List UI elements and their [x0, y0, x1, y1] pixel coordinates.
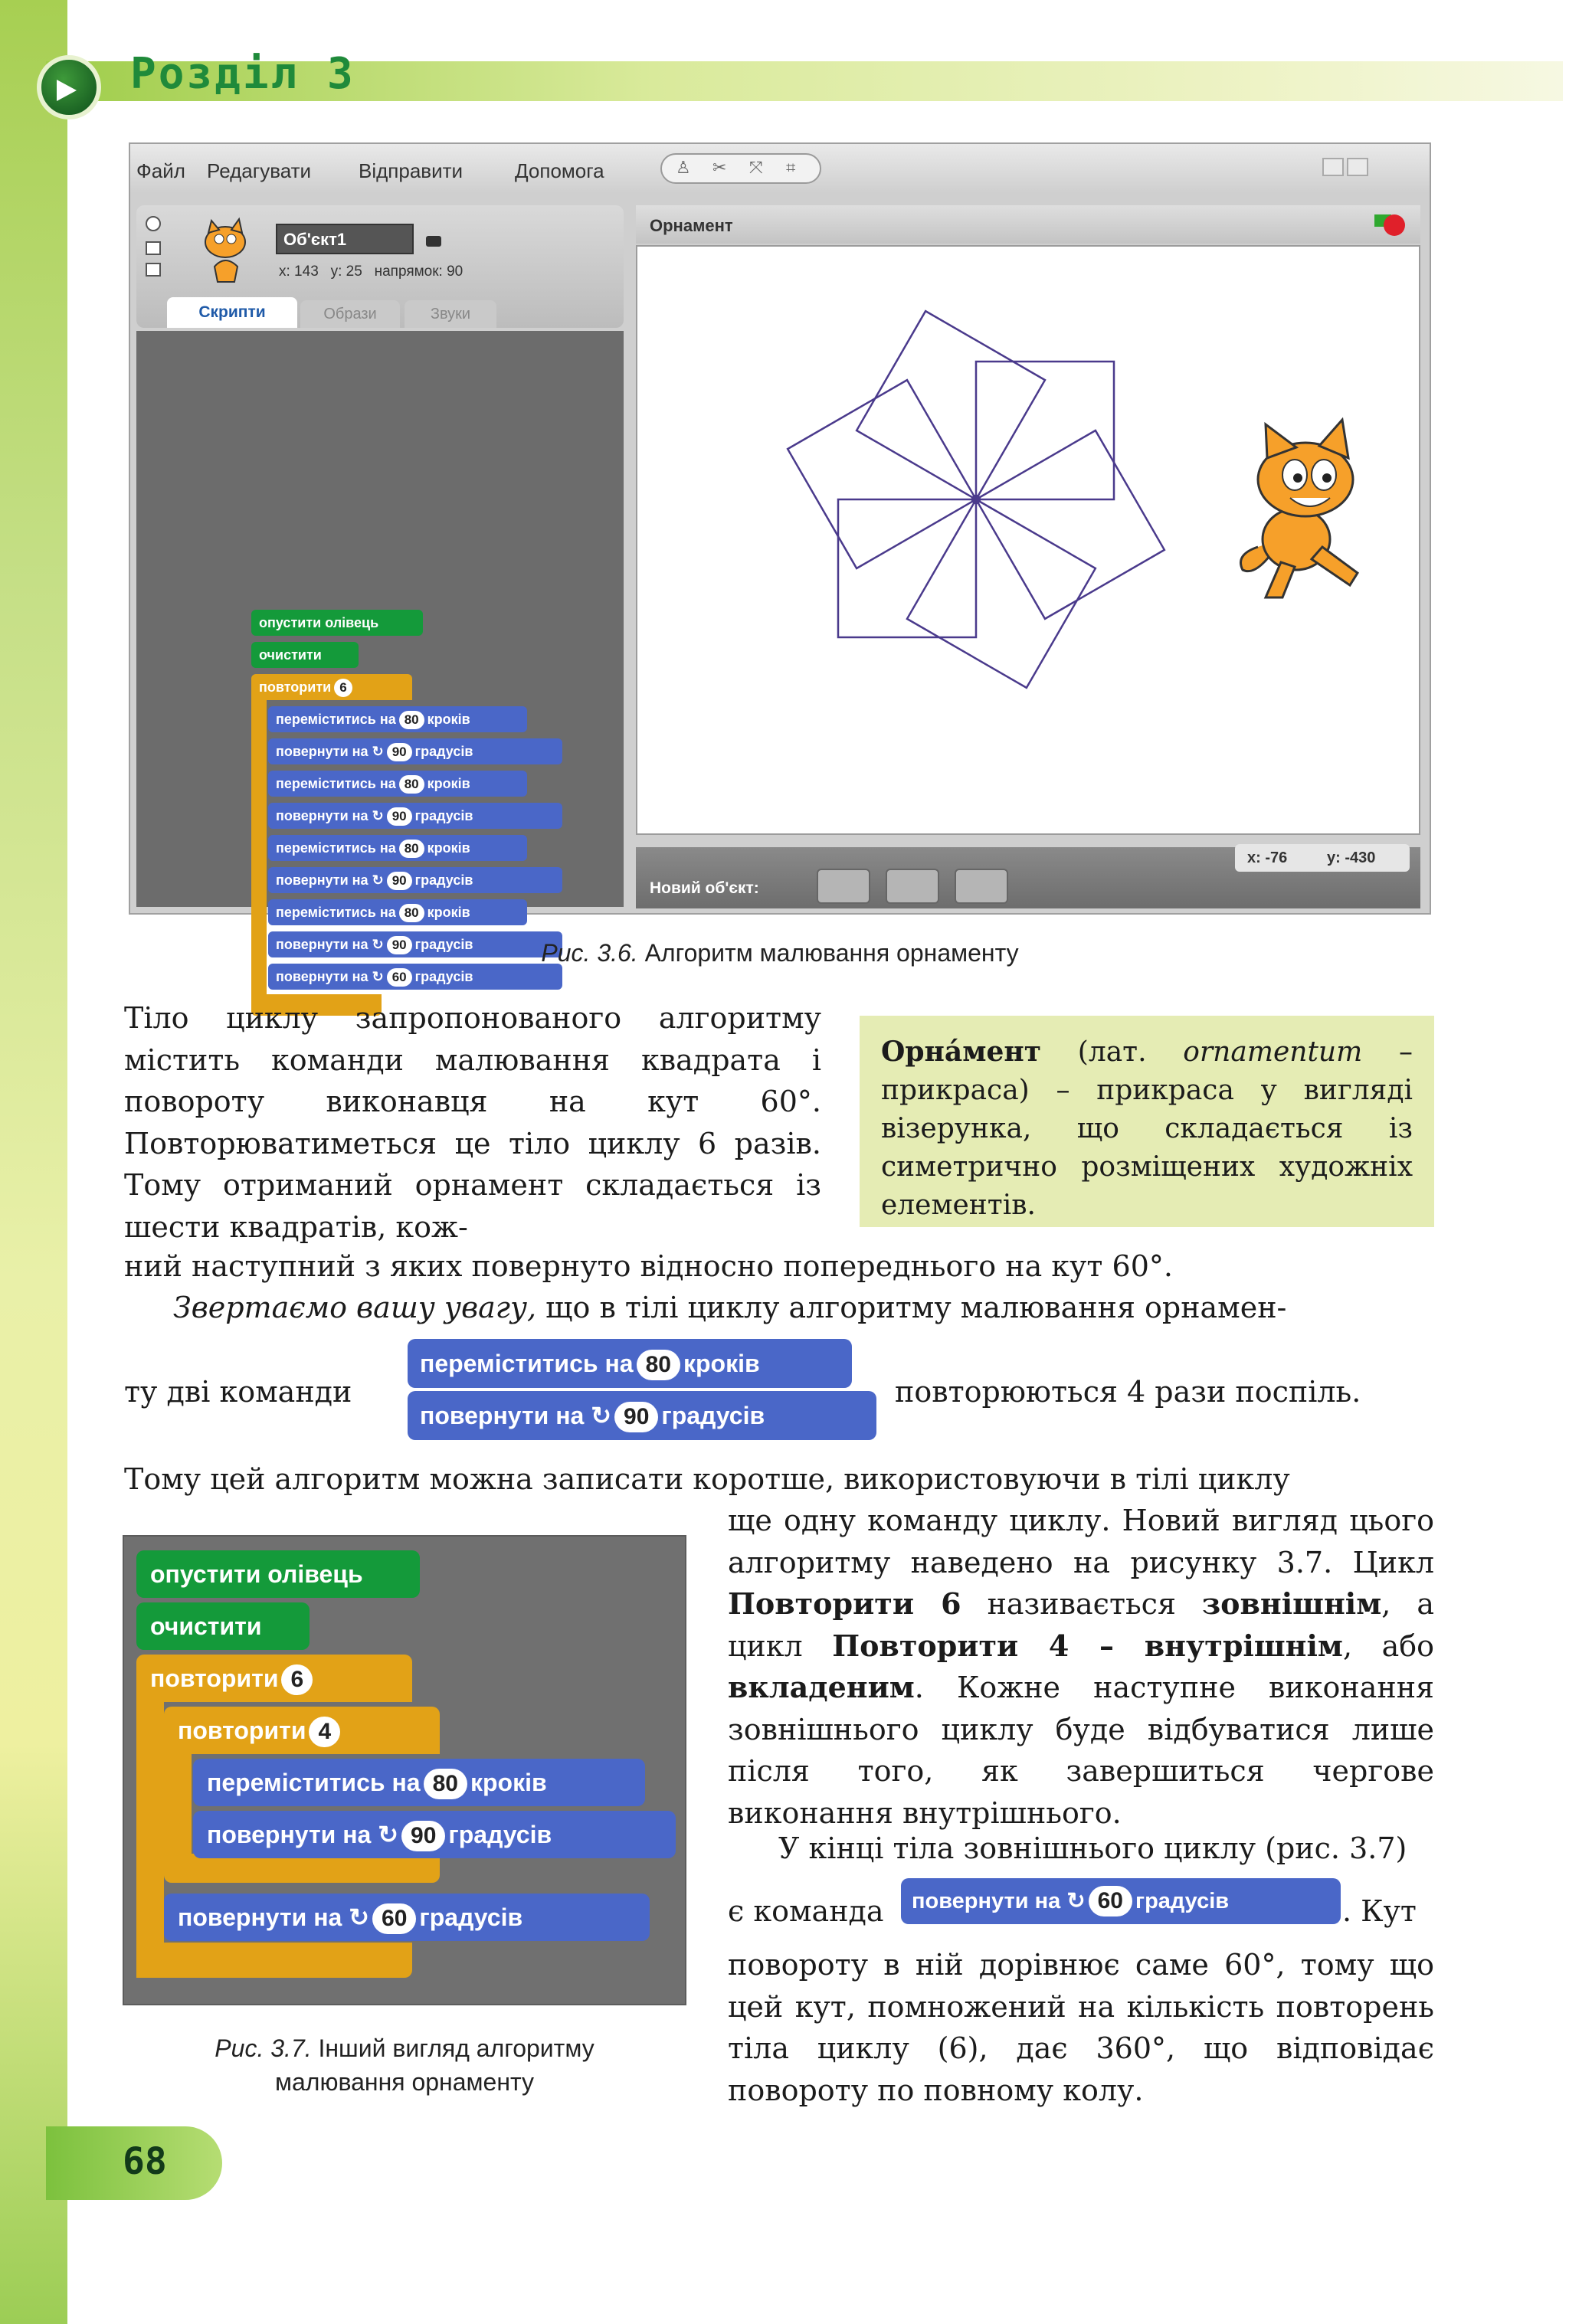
p4-text-f: . Кожне наступне виконання зовнішнього циклу буде відбуватися лише після того, як завершиться чергове виконання внутрішнього.	[728, 1671, 1434, 1830]
fig37-caption-line2: малювання орнаменту	[274, 2068, 534, 2096]
menu-edit[interactable]: Редагувати	[207, 159, 312, 182]
random-sprite-icon[interactable]	[955, 869, 1008, 904]
block-clear[interactable]: очистити	[136, 1602, 310, 1650]
turn-right-icon: ↻	[372, 969, 384, 984]
new-sprite-label: Новий об'єкт:	[650, 879, 759, 897]
block-repeat-inner[interactable]	[164, 1707, 440, 1754]
stop-sign-icon[interactable]	[1384, 214, 1405, 236]
definition-box	[860, 1016, 1434, 1227]
stage-title: Орнамент	[650, 216, 733, 235]
repeat-outer-count[interactable]: 6	[281, 1664, 313, 1695]
definition-text-2: – прикраса) – прикраса у вигляді візерунка, що складається із симетрично розміщених художніх елементів.	[881, 1036, 1413, 1221]
p4-bold-inner: Повторити 4 – внутрішнім	[832, 1628, 1343, 1663]
block-move[interactable]	[268, 771, 527, 797]
menu-share[interactable]: Відправити	[359, 159, 463, 182]
sprite-library-bar	[636, 847, 1420, 908]
fig37-caption	[123, 2031, 686, 2099]
turn-right-icon: ↻	[372, 808, 384, 823]
block-turn[interactable]	[268, 738, 562, 764]
fig36-caption-label: Рис. 3.6.	[541, 939, 638, 967]
degrees-word: градусів	[1135, 1889, 1230, 1913]
rotation-style-icons[interactable]	[144, 214, 162, 283]
turn-degrees[interactable]: 90	[387, 872, 412, 890]
block-turn-final[interactable]	[268, 964, 562, 990]
p4-bold-outer: зовнішнім	[1201, 1586, 1382, 1621]
steps-word: кроків	[427, 905, 470, 920]
degrees-word: градусів	[414, 937, 473, 952]
p4-bold-nested: вкладеним	[728, 1670, 915, 1704]
paragraph-2	[124, 1287, 1434, 1329]
fig37-caption-line1: Інший вигляд алгоритму	[318, 2034, 595, 2062]
inline-move-block	[408, 1339, 852, 1388]
turn-label: повернути на	[276, 808, 369, 823]
steps-word: кроків	[427, 712, 470, 727]
turn-label: повернути на	[276, 937, 369, 952]
degrees-word: градусів	[414, 872, 473, 888]
turn-label: повернути на	[276, 872, 369, 888]
turn-label: повернути на	[912, 1889, 1061, 1913]
degrees-word: градусів	[419, 1903, 523, 1931]
repeat-label: повторити	[178, 1717, 306, 1744]
degrees-word: градусів	[661, 1402, 765, 1429]
attention-phrase: Звертаємо вашу увагу,	[173, 1291, 537, 1324]
definition-term: Орна́мент	[881, 1036, 1042, 1068]
page-left-band	[0, 0, 67, 2324]
steps-word: кроків	[683, 1350, 760, 1377]
block-repeat-outer[interactable]	[136, 1655, 412, 1702]
turn-label: повернути на	[420, 1402, 585, 1429]
paragraph-1-end: ний наступний з яких повернуто відносно попереднього на кут 60°.	[124, 1249, 1173, 1283]
mouse-y: y: -430	[1327, 849, 1376, 866]
stage-header	[636, 205, 1420, 244]
turn-degrees: 90	[614, 1402, 658, 1432]
block-repeat-outer-end	[136, 1943, 412, 1978]
sprite-thumbnail-cat-icon[interactable]	[195, 216, 256, 285]
turn-label: повернути на	[276, 969, 369, 984]
turn-degrees[interactable]: 60	[372, 1903, 416, 1934]
block-turn-outer[interactable]	[164, 1894, 650, 1941]
paint-sprite-icon[interactable]	[817, 869, 870, 904]
shrink-icon[interactable]: ⌗	[786, 158, 796, 177]
menu-help[interactable]: Допомога	[515, 159, 604, 182]
scratch-menubar	[130, 144, 1430, 193]
steps-word: кроків	[470, 1769, 547, 1796]
turn-degrees[interactable]: 90	[387, 743, 412, 761]
repeat-count[interactable]: 6	[334, 679, 352, 697]
tab-scripts[interactable]: Скрипти	[167, 297, 297, 328]
repeat-label: повторити	[150, 1664, 279, 1692]
view-mode-buttons	[1322, 158, 1399, 181]
block-move[interactable]	[268, 899, 527, 925]
move-label: переміститись на	[276, 840, 396, 856]
p4-text-d: , а цикл	[728, 1587, 1434, 1663]
page-number: 68	[123, 2140, 167, 2183]
move-steps[interactable]: 80	[424, 1769, 467, 1799]
move-steps[interactable]: 80	[399, 840, 424, 858]
sprite-coordinates: x: 143 y: 25 напрямок: 90	[279, 263, 463, 280]
paragraph-3: Тому цей алгоритм можна записати коротше, використовуючи в тілі циклу	[124, 1462, 1290, 1496]
ornament-drawing	[637, 247, 1419, 833]
expand-icon[interactable]: ⤧	[749, 158, 763, 177]
block-pen-down[interactable]: опустити олівець	[136, 1550, 420, 1598]
turn-degrees[interactable]: 90	[387, 807, 412, 826]
person-icon[interactable]: ♙	[676, 158, 691, 177]
block-repeat[interactable]	[251, 674, 412, 700]
block-repeat-label: повторити	[259, 679, 332, 695]
degrees-word: градусів	[448, 1821, 552, 1848]
paragraph-5: У кінці тіла зовнішнього циклу (рис. 3.7)	[778, 1831, 1407, 1865]
block-turn[interactable]	[268, 867, 562, 893]
turn-label: повернути на	[276, 744, 369, 759]
degrees-word: градусів	[414, 808, 473, 823]
two-commands-lead: ту дві команди	[124, 1375, 352, 1409]
scissors-icon[interactable]: ✂	[712, 158, 727, 177]
turn-right-icon: ↻	[372, 744, 384, 759]
page-number-tab	[46, 2126, 222, 2200]
mouse-x: x: -76	[1247, 849, 1288, 866]
fig36-caption-text: Алгоритм малювання орнаменту	[644, 939, 1019, 967]
move-steps[interactable]: 80	[399, 775, 424, 794]
p4-text-e: , або	[1342, 1628, 1434, 1663]
block-pen-down[interactable]: опустити олівець	[251, 610, 423, 636]
fig36-caption	[129, 939, 1431, 967]
inline-turn-60-block	[901, 1878, 1341, 1924]
turn-right-icon: ↻	[1066, 1889, 1086, 1913]
move-label: переміститись на	[420, 1350, 634, 1377]
lock-icon[interactable]	[426, 227, 441, 247]
scratch-cat-icon[interactable]	[1241, 420, 1358, 597]
definition-text-1: (лат.	[1041, 1036, 1184, 1068]
paragraph-6: повороту в ній дорівнює саме 60°, тому що цей кут, помножений на кількість повторень тіла циклу (6), дає 360°, що відповідає повороту по повному колу.	[728, 1948, 1434, 2107]
chapter-arrow-icon	[37, 55, 101, 119]
block-repeat-inner-arm	[164, 1754, 192, 1854]
scratch-tool-pill	[660, 153, 821, 184]
sprite-info-panel	[136, 205, 624, 328]
normal-stage-icon[interactable]	[1347, 158, 1368, 176]
tab-sounds[interactable]: Звуки	[405, 300, 496, 328]
turn-label: повернути на	[178, 1903, 342, 1931]
move-label: переміститись на	[276, 905, 396, 920]
degrees-word: градусів	[414, 969, 473, 984]
move-steps[interactable]: 80	[399, 904, 424, 922]
menu-file[interactable]: Файл	[136, 159, 185, 182]
block-repeat-outer-arm	[136, 1702, 164, 1978]
turn-right-icon: ↻	[378, 1821, 399, 1848]
turn-degrees[interactable]: 90	[401, 1821, 445, 1851]
move-label: переміститись на	[207, 1769, 421, 1796]
turn-degrees: 60	[1089, 1886, 1132, 1916]
move-label: переміститись на	[276, 712, 396, 727]
paragraph-4	[728, 1500, 1434, 1834]
move-steps[interactable]: 80	[399, 711, 424, 729]
block-clear[interactable]: очистити	[251, 642, 359, 668]
move-steps: 80	[637, 1350, 680, 1380]
block-move[interactable]	[193, 1759, 645, 1806]
turn-degrees[interactable]: 90	[387, 936, 412, 954]
p4-text-a: ще одну команду циклу. Новий вигляд цього алгоритму наведено на рисунку 3.7. Цикл	[728, 1504, 1434, 1579]
inline-turn-block	[408, 1391, 876, 1440]
paragraph-2-text: що в тілі циклу алгоритму малювання орнамен-	[536, 1291, 1287, 1324]
fig37-caption-label: Рис. 3.7.	[215, 2034, 312, 2062]
mouse-coordinates	[1235, 844, 1410, 872]
repeated-4-times-text: повторюються 4 рази поспіль.	[895, 1375, 1361, 1409]
definition-latin: ornamentum	[1183, 1036, 1363, 1068]
degrees-word: градусів	[414, 744, 473, 759]
small-stage-icon[interactable]	[1322, 158, 1344, 176]
paragraph-5-lead: є команда	[728, 1894, 884, 1928]
chapter-title: Розділ 3	[130, 49, 355, 99]
fig37-script-image	[123, 1535, 686, 2005]
block-move[interactable]	[268, 835, 527, 861]
choose-sprite-icon[interactable]	[886, 869, 939, 904]
turn-right-icon: ↻	[372, 937, 384, 952]
block-turn[interactable]	[193, 1811, 676, 1858]
tab-costumes[interactable]: Образи	[300, 300, 400, 328]
sprite-name-field[interactable]: Об'єкт1	[276, 224, 414, 254]
turn-right-icon: ↻	[349, 1903, 370, 1931]
turn-right-icon: ↻	[372, 872, 384, 888]
block-move[interactable]	[268, 706, 527, 732]
steps-word: кроків	[427, 776, 470, 791]
turn-label: повернути на	[207, 1821, 372, 1848]
move-label: переміститись на	[276, 776, 396, 791]
turn-degrees[interactable]: 60	[387, 968, 412, 987]
paragraph-1: Тіло циклу запропонованого алгоритму містить команди малювання квадрата і повороту виконавця на кут 60°. Повторюватиметься це тіло циклу 6 разів. Тому отриманий орнамент складається із шести квадратів, кож-	[124, 1001, 821, 1244]
p4-bold-repeat6: Повторити 6	[728, 1586, 961, 1621]
turn-right-icon: ↻	[591, 1402, 612, 1429]
stage-canvas[interactable]	[636, 245, 1420, 835]
block-turn[interactable]	[268, 803, 562, 829]
steps-word: кроків	[427, 840, 470, 856]
repeat-inner-count[interactable]: 4	[309, 1717, 340, 1747]
paragraph-5-tail: . Кут	[1342, 1894, 1417, 1928]
p4-text-c: називається	[961, 1587, 1202, 1621]
